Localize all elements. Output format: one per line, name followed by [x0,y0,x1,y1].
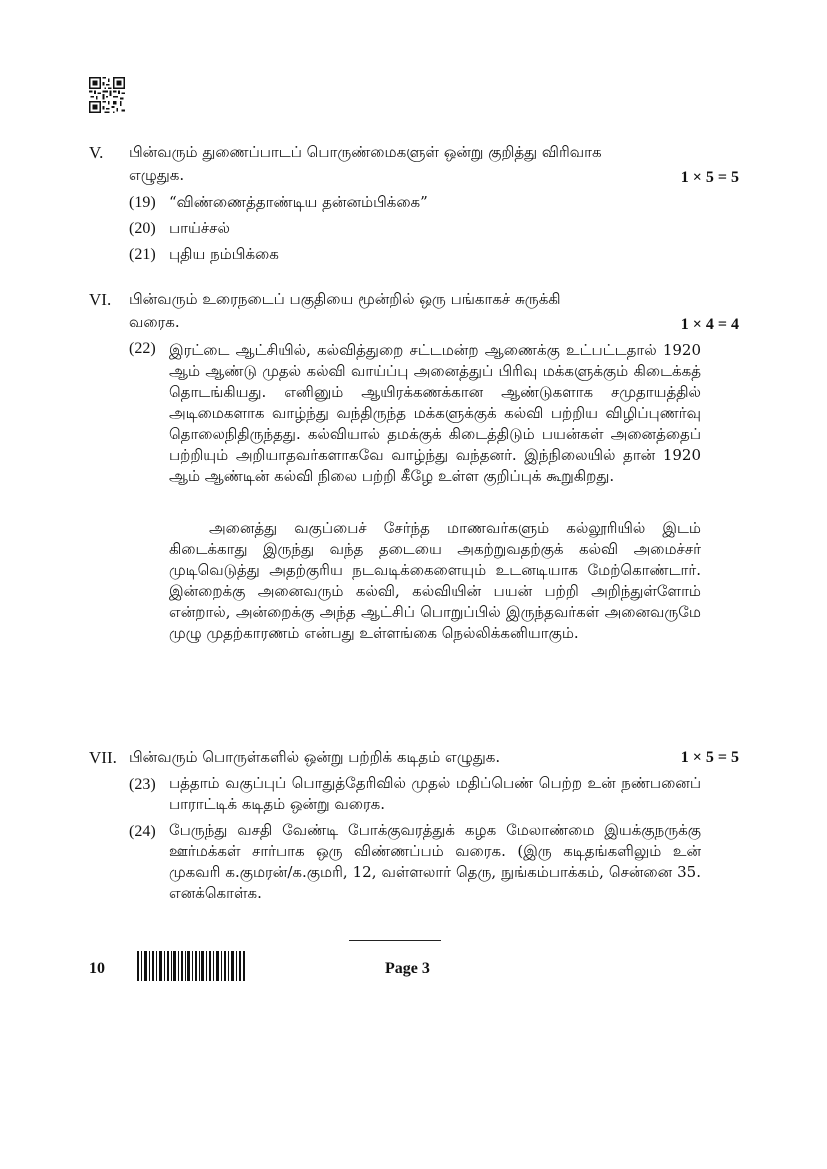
passage-paragraph: இரட்டை ஆட்சியில், கல்வித்துறை சட்டமன்ற ஆணைக்கு உட்பட்டதால் 1920 ஆம் ஆண்டு முதல் கல்வி வாய்ப்பு அனைத்துப் பிரிவு மக்களுக்கும் கிடைக்கத் தொடங்கியது. எனினும் ஆயிரக்கணக்கான ஆண்டுகளாக சமுதாயத்தில் அடிமைகளாக வாழ்ந்து வந்திருந்த மக்களுக்குக் கல்வி பற்றிய விழிப்புணர்வு தொலைநிதிருந்தது. கல்வியால் தமக்குக் கிடைத்திடும் பயன்கள் அனைத்தைப் பற்றியும் அறியாதவர்களாகவே வாழ்ந்து வந்தனர். இந்நிலையில் தான் 1920 ஆம் ஆண்டின் கல்வி நிலை பற்றி கீழே உள்ள குறிப்புக் கூறுகிறது. [169,341,701,485]
passage-paragraph: அனைத்து வகுப்பைச் சேர்ந்த மாணவர்களும் கல்லூரியில் இடம் கிடைக்காது இருந்து வந்த தடையை அகற்றுவதற்குக் கல்வி அமைச்சர் முடிவெடுத்து அதற்குரிய நடவடிக்கைளையும் உடனடியாக மேற்கொண்டார். இன்றைக்கு அனைவரும் கல்வி, கல்வியின் பயன் பற்றி அறிந்துள்ளோம் என்றால், அன்றைக்கு அந்த ஆட்சிப் பொறுப்பில் இருந்தவர்கள் அனைவருமே முழு முதற்காரணம் என்பது உள்ளங்கை நெல்லிக்கனியாகும். [169,519,701,642]
marks-label: 1 × 4 = 4 [680,316,739,333]
section-numeral: V. [89,143,104,162]
barcode-icon [137,951,245,981]
question-section-vii [89,746,739,904]
section-heading [89,288,739,334]
question-item: (21) புதிய நம்பிக்கை [129,245,279,263]
section-heading [89,746,739,769]
paper-code: 10 [89,960,105,977]
page-number: Page 3 [385,960,430,977]
section-instruction: பின்வரும் துணைப்பாடப் பொருண்மைகளுள் ஒன்று குறித்து விரிவாக எழுதுக. [129,143,602,184]
question-section-v [89,141,739,266]
question-item: (24) பேருந்து வசதி வேண்டி போக்குவரத்துக் கழக மேலாண்மை இயக்குநருக்கு ஊர்மக்கள் சார்பாக ஒரு விண்ணப்பம் வரைக. (இரு கடிதங்களிலும் உன் முகவரி க.குமரன்/க.குமரி, 12, வள்ளலார் தெரு, நுங்கம்பாக்கம், சென்னை 35. எனக்கொள்க. [129,821,701,902]
section-instruction: பின்வரும் உரைநடைப் பகுதியை மூன்றில் ஒரு பங்காகச் சுருக்கி வரைக. [129,290,561,331]
question-item: (20) பாய்ச்சல் [129,219,230,237]
question-item: (23) பத்தாம் வகுப்புப் பொதுத்தேரிவில் முதல் மதிப்பெண் பெற்ற உன் நண்பனைப் பாராட்டிக் கடிதம் ஒன்று வரைக. [129,774,701,813]
section-instruction: பின்வரும் பொருள்களில் ஒன்று பற்றிக் கடிதம் எழுதுக. [129,748,501,766]
question-section-vi [89,288,739,644]
section-heading [89,141,739,187]
question-number: (22) [129,340,156,357]
marks-label: 1 × 5 = 5 [680,749,739,766]
question-item: (19) “விண்ணைத்தாண்டிய தன்னம்பிக்கை” [129,193,428,211]
qr-code-icon [89,77,125,113]
marks-label: 1 × 5 = 5 [680,169,739,186]
passage-block [89,340,739,644]
section-numeral: VI. [89,290,112,309]
end-divider [349,940,441,941]
section-numeral: VII. [89,748,117,767]
